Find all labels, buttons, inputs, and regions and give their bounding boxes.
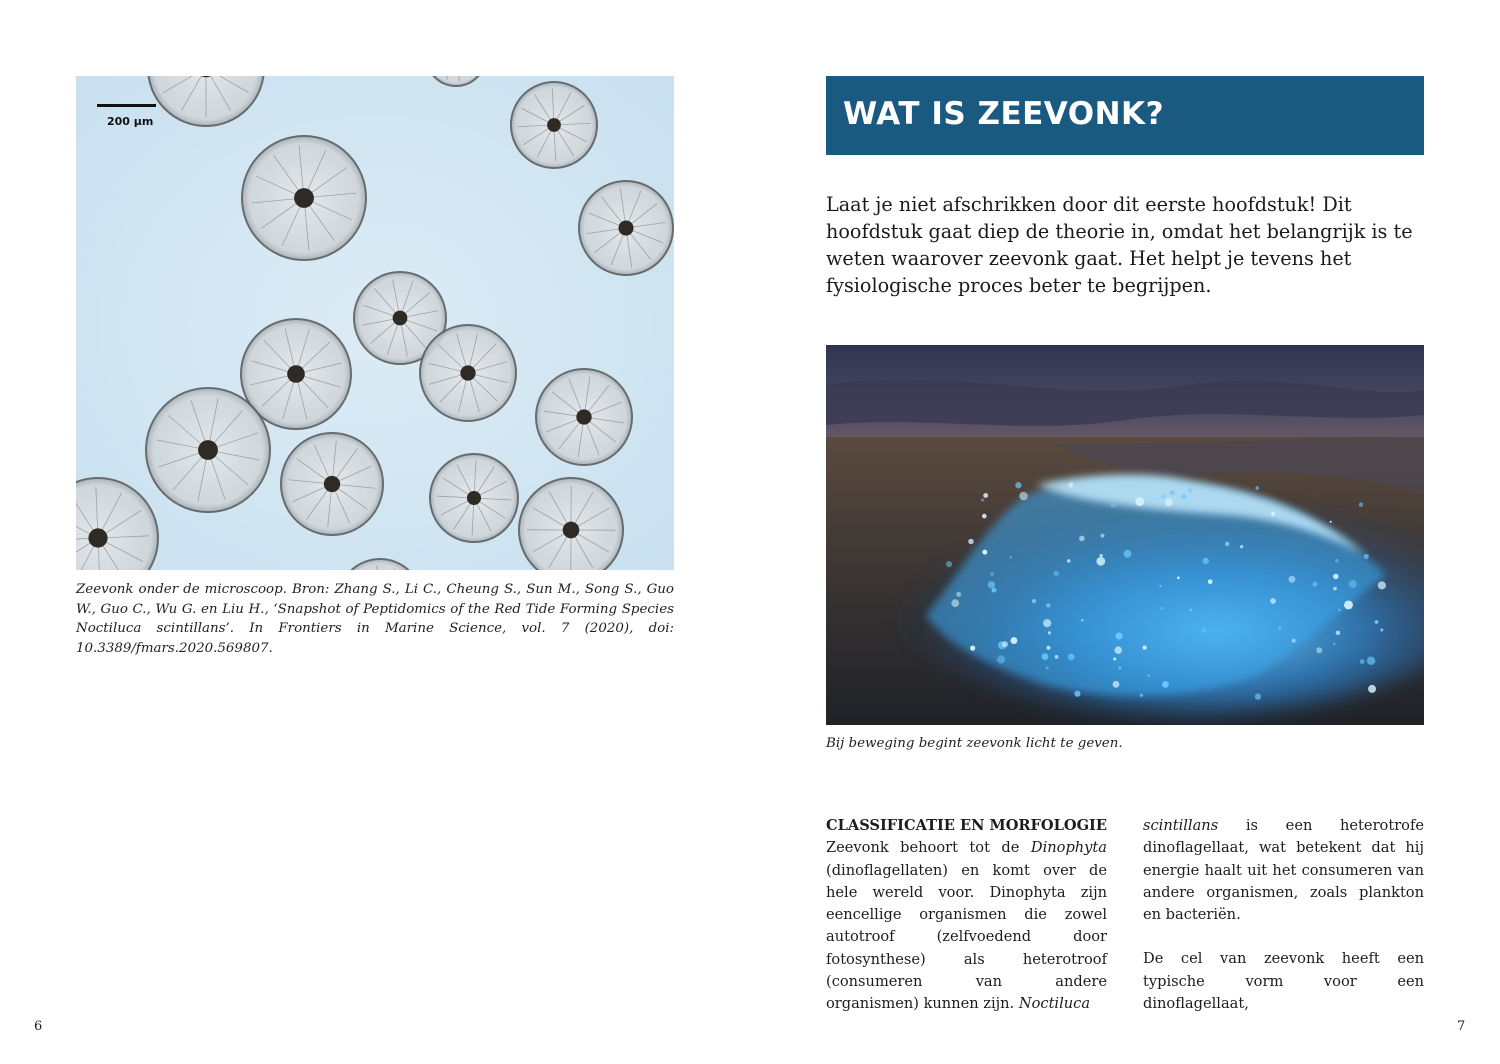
taxon-name: scintillans bbox=[1143, 817, 1219, 834]
glow-speck bbox=[1255, 486, 1259, 490]
glow-speck bbox=[1074, 691, 1080, 697]
intro-paragraph: Laat je niet afschrikken door dit eerste hoofdstuk! Dit hoofdstuk gaat diep de theorie in, omdat het belangrijk is te weten waarover zeevonk gaat. Het helpt je tevens het fysiologische proces beter te begrijpen. bbox=[826, 193, 1413, 297]
glow-speck bbox=[990, 572, 994, 576]
glow-speck bbox=[1011, 637, 1018, 644]
glow-speck bbox=[1055, 655, 1059, 659]
glow-speck bbox=[1255, 693, 1261, 699]
cell bbox=[146, 388, 270, 512]
glow-speck bbox=[1032, 599, 1036, 603]
bioluminescence-photo bbox=[826, 345, 1424, 725]
glow-speck bbox=[1344, 600, 1353, 609]
glow-speck bbox=[1140, 694, 1143, 697]
scale-bar-label: 200 µm bbox=[107, 115, 154, 128]
glow-speck bbox=[1360, 659, 1365, 664]
page-number-right: 7 bbox=[1457, 1019, 1466, 1034]
glow-speck bbox=[1068, 482, 1073, 487]
glow-speck bbox=[1113, 657, 1116, 660]
glow-speck bbox=[968, 539, 973, 544]
glow-speck bbox=[1114, 646, 1121, 653]
glow-speck bbox=[1100, 534, 1104, 538]
glow-speck bbox=[1368, 685, 1376, 693]
glow-speck bbox=[1292, 639, 1296, 643]
glow-speck bbox=[1312, 582, 1317, 587]
glow-speck bbox=[1189, 608, 1192, 611]
cell bbox=[511, 82, 597, 168]
taxon-name: Noctiluca bbox=[1018, 995, 1091, 1013]
chapter-heading-banner bbox=[826, 76, 1424, 155]
glow-speck bbox=[1270, 598, 1276, 604]
glow-speck bbox=[1043, 619, 1051, 627]
microscope-image bbox=[76, 76, 674, 570]
glow-speck bbox=[1160, 607, 1163, 610]
body-text: is een heterotrofe dinoflagellaat, wat betekent dat hij energie haalt uit het consumeren van andere organismen, zoals plankton en bacteriën. bbox=[1143, 817, 1424, 924]
glow-speck bbox=[956, 592, 961, 597]
cell bbox=[281, 433, 383, 535]
glow-speck bbox=[1225, 542, 1230, 547]
glow-speck bbox=[1165, 498, 1173, 506]
glow-speck bbox=[1067, 559, 1071, 563]
body-text: (dinoflagellaten) en komt over de hele wereld voor. Dinophyta zijn eencellige organismen die zowel autotroof (zelfvoedend door fotosynthese) als heterotroof (consumeren van andere organismen) kunnen zijn. bbox=[826, 861, 1107, 1013]
cell bbox=[420, 325, 516, 421]
glow-speck bbox=[983, 493, 988, 498]
glow-speck bbox=[1002, 641, 1008, 647]
glow-speck bbox=[1335, 559, 1339, 563]
glow-speck bbox=[1142, 645, 1146, 649]
glow-speck bbox=[1364, 554, 1369, 559]
glow-speck bbox=[1359, 502, 1363, 506]
glow-speck bbox=[1019, 492, 1028, 501]
text-column-1 bbox=[826, 815, 1107, 1016]
section-heading: CLASSIFICATIE EN MORFOLOGIE bbox=[826, 817, 1108, 834]
glow-speck bbox=[1048, 631, 1051, 634]
body-paragraph: De cel van zeevonk heeft een typische vorm voor een dinoflagellaat, bbox=[1143, 950, 1424, 1013]
glow-speck bbox=[1330, 521, 1332, 523]
cell bbox=[242, 136, 366, 260]
glow-speck bbox=[992, 588, 997, 593]
glow-speck bbox=[1053, 571, 1059, 577]
glow-speck bbox=[1015, 482, 1021, 488]
glow-speck bbox=[1188, 488, 1192, 492]
text-column-2 bbox=[1143, 815, 1424, 1015]
glow-speck bbox=[1116, 632, 1123, 639]
glow-speck bbox=[1201, 628, 1206, 633]
cell bbox=[519, 478, 623, 570]
glow-speck bbox=[1271, 512, 1275, 516]
glow-speck bbox=[997, 655, 1005, 663]
page-number-left: 6 bbox=[34, 1019, 43, 1034]
glow-speck bbox=[1161, 494, 1165, 498]
chapter-title: WAT IS ZEEVONK? bbox=[843, 96, 1165, 132]
glow-speck bbox=[1159, 585, 1161, 587]
glow-speck bbox=[1162, 681, 1169, 688]
glow-speck bbox=[1147, 674, 1150, 677]
glow-speck bbox=[1181, 494, 1186, 499]
glow-speck bbox=[1367, 656, 1376, 665]
glow-speck bbox=[1240, 545, 1243, 548]
glow-speck bbox=[1349, 580, 1357, 588]
glow-speck bbox=[1333, 587, 1337, 591]
glow-speck bbox=[1278, 627, 1281, 630]
scale-bar bbox=[97, 104, 156, 107]
glow-speck bbox=[1081, 619, 1083, 621]
figure-caption-microscope: Zeevonk onder de microscoop. Bron: Zhang S., Li C., Cheung S., Sun M., Song S., Guo W., Guo C., Wu G. en Liu H., ‘Snapshot of Peptidomics of the Red Tide Forming Species Noctiluca scintillans’. In Frontiers in Marine Science, vol. 7 (2020), doi: 10.3389/fmars.2020.569807. bbox=[76, 582, 674, 656]
glow-speck bbox=[1124, 550, 1132, 558]
glow-speck bbox=[1118, 666, 1121, 669]
glow-speck bbox=[981, 498, 984, 501]
glow-speck bbox=[1333, 574, 1338, 579]
glow-speck bbox=[1208, 579, 1213, 584]
glow-speck bbox=[1288, 576, 1295, 583]
glow-speck bbox=[1046, 646, 1050, 650]
glow-speck bbox=[1113, 681, 1120, 688]
glow-speck bbox=[1380, 628, 1383, 631]
cell bbox=[579, 181, 673, 275]
glow-speck bbox=[1110, 502, 1116, 508]
glow-speck bbox=[1177, 576, 1180, 579]
cell bbox=[430, 454, 518, 542]
glow-speck bbox=[1338, 609, 1341, 612]
glow-speck bbox=[1333, 643, 1335, 645]
glow-speck bbox=[946, 561, 952, 567]
glow-speck bbox=[982, 514, 987, 519]
glow-speck bbox=[1009, 556, 1012, 559]
taxon-name: Dinophyta bbox=[1030, 839, 1107, 857]
body-text: Zeevonk behoort tot de bbox=[826, 839, 1031, 857]
glow-speck bbox=[1336, 631, 1341, 636]
glow-speck bbox=[1042, 653, 1049, 660]
glow-speck bbox=[1046, 603, 1050, 607]
glow-speck bbox=[988, 581, 995, 588]
glow-speck bbox=[1316, 647, 1322, 653]
glow-speck bbox=[1079, 536, 1085, 542]
glow-speck bbox=[1135, 497, 1144, 506]
glow-speck bbox=[1068, 654, 1075, 661]
glow-speck bbox=[982, 550, 987, 555]
glow-speck bbox=[1203, 558, 1209, 564]
glow-speck bbox=[1046, 666, 1049, 669]
figure-caption-sea: Bij beweging begint zeevonk licht te geven. bbox=[826, 736, 1123, 751]
glow-speck bbox=[1378, 581, 1386, 589]
glow-speck bbox=[951, 599, 959, 607]
glow-speck bbox=[1100, 554, 1103, 557]
glow-speck bbox=[1096, 557, 1105, 566]
glow-speck bbox=[970, 646, 975, 651]
cell bbox=[536, 369, 632, 465]
glow-speck bbox=[1170, 490, 1175, 495]
glow-speck bbox=[1375, 620, 1379, 624]
